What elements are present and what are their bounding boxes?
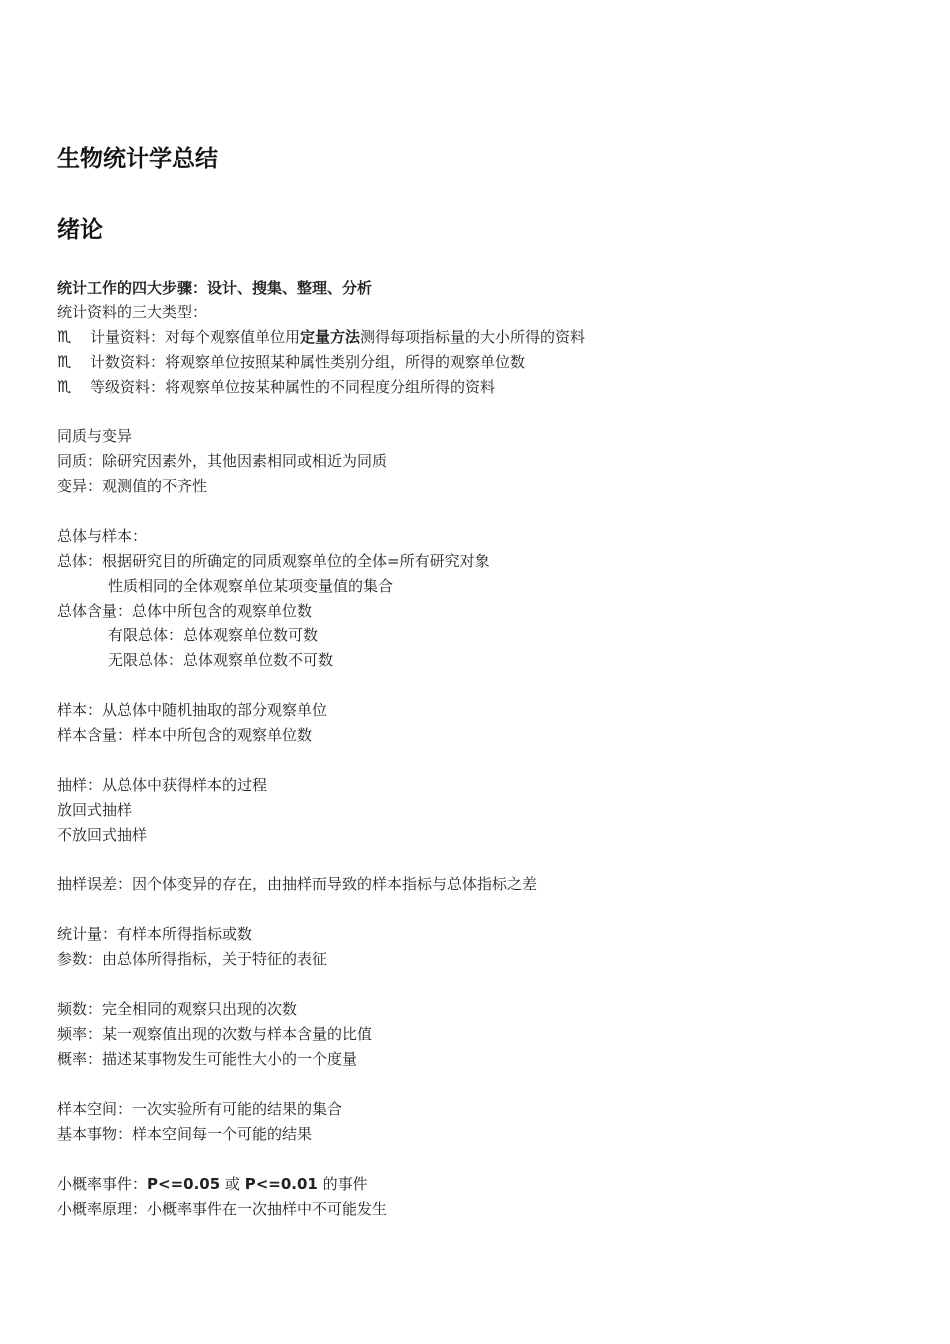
section-heading: 绪论 (57, 217, 103, 243)
small-prob-label: 小概率事件： (57, 1175, 148, 1193)
frequency-count: 频数：完全相同的观察只出现的次数 (57, 1000, 298, 1018)
sample-def: 样本：从总体中随机抽取的部分观察单位 (57, 701, 328, 719)
bullet-bold-text: 定量方法 (300, 328, 361, 346)
infinite-population: 无限总体：总体观察单位数不可数 (108, 651, 334, 669)
bullet-text: 等级资料：将观察单位按某种属性的不同程度分组所得的资料 (90, 378, 496, 396)
basic-event-def: 基本事物：样本空间每一个可能的结果 (57, 1125, 313, 1143)
finite-population: 有限总体：总体观察单位数可数 (108, 626, 319, 644)
statistic-def: 统计量：有样本所得指标或数 (57, 925, 253, 943)
document-title: 生物统计学总结 (57, 146, 218, 172)
bullet-item-grade (57, 377, 495, 397)
homogeneity-def: 同质：除研究因素外，其他因素相同或相近为同质 (57, 452, 388, 470)
p-value-001: P<=0.01 (244, 1175, 318, 1193)
steps-line: 统计工作的四大步骤：设计、搜集、整理、分析 (57, 279, 373, 297)
p-value-005: P<=0.05 (147, 1175, 221, 1193)
bullet-item-measurement (57, 327, 585, 347)
population-def: 总体：根据研究目的所确定的同质观察单位的全体=所有研究对象 (57, 552, 490, 570)
probability-def: 概率：描述某事物发生可能性大小的一个度量 (57, 1050, 358, 1068)
bullet-text-tail: 测得每项指标量的大小所得的资料 (360, 328, 586, 346)
bullet-icon: ♏ (57, 352, 72, 371)
types-heading: 统计资料的三大类型： (57, 303, 208, 321)
bullet-text: 计量资料：对每个观察值单位用 (90, 328, 301, 346)
population-heading: 总体与样本： (57, 527, 148, 545)
sampling-def: 抽样：从总体中获得样本的过程 (57, 776, 268, 794)
frequency-rate: 频率：某一观察值出现的次数与样本含量的比值 (57, 1025, 373, 1043)
bullet-icon: ♏ (57, 377, 72, 396)
small-prob-or: 或 (220, 1175, 245, 1193)
bullet-item-count (57, 352, 525, 372)
population-size: 总体含量：总体中所包含的观察单位数 (57, 602, 313, 620)
population-def-2: 性质相同的全体观察单位某项变量值的集合 (108, 577, 394, 595)
small-probability-principle: 小概率原理：小概率事件在一次抽样中不可能发生 (57, 1200, 388, 1218)
bullet-text: 计数资料：将观察单位按照某种属性类别分组，所得的观察单位数 (90, 353, 526, 371)
homogeneity-heading: 同质与变异 (57, 427, 133, 445)
small-probability-event (57, 1174, 368, 1194)
small-prob-tail: 的事件 (317, 1175, 368, 1193)
sampling-with-replacement: 放回式抽样 (57, 801, 133, 819)
sample-space-def: 样本空间：一次实验所有可能的结果的集合 (57, 1100, 343, 1118)
bullet-icon: ♏ (57, 327, 72, 346)
variation-def: 变异：观测值的不齐性 (57, 477, 208, 495)
parameter-def: 参数：由总体所得指标，关于特征的表征 (57, 950, 328, 968)
sample-size: 样本含量：样本中所包含的观察单位数 (57, 726, 313, 744)
sampling-error: 抽样误差：因个体变异的存在，由抽样而导致的样本指标与总体指标之差 (57, 875, 538, 893)
sampling-without-replacement: 不放回式抽样 (57, 826, 148, 844)
